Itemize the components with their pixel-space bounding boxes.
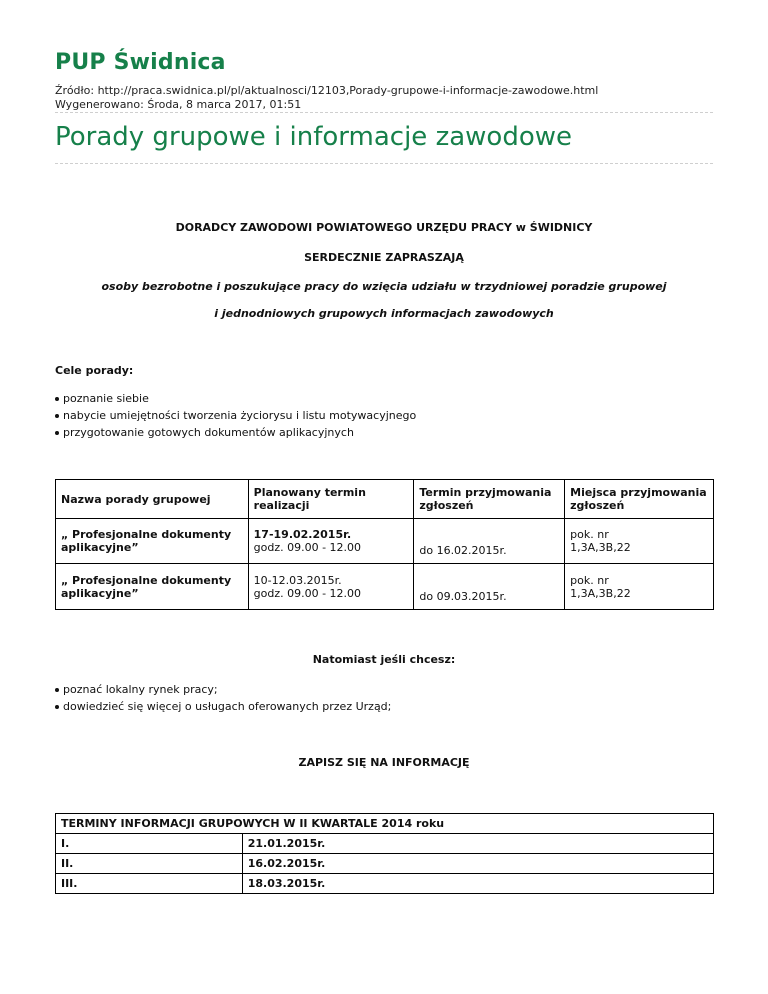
divider bbox=[55, 112, 713, 113]
intro-line-3: osoby bezrobotne i poszukujące pracy do wzięcia udziału w trzydniowej poradzie grupowej bbox=[101, 280, 667, 293]
place-numbers: 1,3A,3B,22 bbox=[570, 541, 631, 554]
deadline-cell: do 16.02.2015r. bbox=[414, 519, 565, 564]
otherwise-list bbox=[55, 681, 391, 715]
generated-date: Wygenerowano: Środa, 8 marca 2017, 01:51 bbox=[55, 98, 302, 111]
term-number: I. bbox=[56, 834, 243, 854]
divider bbox=[55, 163, 713, 164]
place-numbers: 1,3A,3B,22 bbox=[570, 586, 631, 600]
term-date: 18.03.2015r. bbox=[242, 874, 713, 894]
planned-date-cell bbox=[248, 564, 414, 610]
deadline-cell: do 09.03.2015r. bbox=[414, 564, 565, 610]
table-row bbox=[56, 874, 714, 894]
table-row bbox=[56, 854, 714, 874]
goals-label: Cele porady: bbox=[55, 364, 134, 377]
advice-name-cell: „ Profesjonalne dokumenty aplikacyjne” bbox=[56, 519, 249, 564]
list-item: poznać lokalny rynek pracy; bbox=[55, 681, 391, 698]
table-row bbox=[56, 519, 714, 564]
place-room: pok. nr bbox=[570, 528, 609, 541]
table-header-cell: Planowany termin realizacji bbox=[248, 480, 414, 519]
intro-line-4: i jednodniowych grupowych informacjach zawodowych bbox=[214, 307, 554, 320]
page-title: Porady grupowe i informacje zawodowe bbox=[55, 122, 572, 152]
place-room: pok. nr bbox=[570, 573, 609, 587]
planned-date-cell bbox=[248, 519, 414, 564]
list-item: nabycie umiejętności tworzenia życiorysu i listu motywacyjnego bbox=[55, 407, 416, 424]
planned-hours: godz. 09.00 - 12.00 bbox=[253, 541, 362, 554]
source-url: Źródło: http://praca.swidnica.pl/pl/aktualnosci/12103,Porady-grupowe-i-informacje-zawodowe.html bbox=[55, 84, 599, 97]
otherwise-label: Natomiast jeśli chcesz: bbox=[312, 653, 456, 666]
term-number: III. bbox=[56, 874, 243, 894]
table-header-row bbox=[56, 814, 714, 834]
site-title: PUP Świdnica bbox=[55, 50, 226, 75]
term-date: 16.02.2015r. bbox=[242, 854, 713, 874]
intro-line-1: DORADCY ZAWODOWI POWIATOWEGO URZĘDU PRACY w ŚWIDNICY bbox=[175, 221, 593, 234]
table-header-cell: Termin przyjmowania zgłoszeń bbox=[414, 480, 565, 519]
goals-list bbox=[55, 390, 416, 441]
planned-date: 17-19.02.2015r. bbox=[253, 528, 352, 541]
advice-table bbox=[55, 479, 714, 610]
list-item: przygotowanie gotowych dokumentów aplikacyjnych bbox=[55, 424, 416, 441]
table-header-cell: Nazwa porady grupowej bbox=[56, 480, 249, 519]
term-number: II. bbox=[56, 854, 243, 874]
advice-name-cell: „ Profesjonalne dokumenty aplikacyjne” bbox=[56, 564, 249, 610]
list-item: poznanie siebie bbox=[55, 390, 416, 407]
signup-heading: ZAPISZ SIĘ NA INFORMACJĘ bbox=[298, 756, 470, 769]
table-header-row bbox=[56, 480, 714, 519]
intro-line-2: SERDECZNIE ZAPRASZAJĄ bbox=[304, 251, 464, 264]
place-cell bbox=[565, 519, 714, 564]
term-date: 21.01.2015r. bbox=[242, 834, 713, 854]
terms-table bbox=[55, 813, 714, 894]
table-row bbox=[56, 834, 714, 854]
table-header-cell: TERMINY INFORMACJI GRUPOWYCH W II KWARTALE 2014 roku bbox=[56, 814, 714, 834]
list-item: dowiedzieć się więcej o usługach oferowanych przez Urząd; bbox=[55, 698, 391, 715]
table-header-cell: Miejsca przyjmowania zgłoszeń bbox=[565, 480, 714, 519]
planned-date: 10-12.03.2015r. bbox=[253, 573, 342, 587]
place-cell bbox=[565, 564, 714, 610]
table-row bbox=[56, 564, 714, 610]
planned-hours: godz. 09.00 - 12.00 bbox=[253, 586, 362, 600]
